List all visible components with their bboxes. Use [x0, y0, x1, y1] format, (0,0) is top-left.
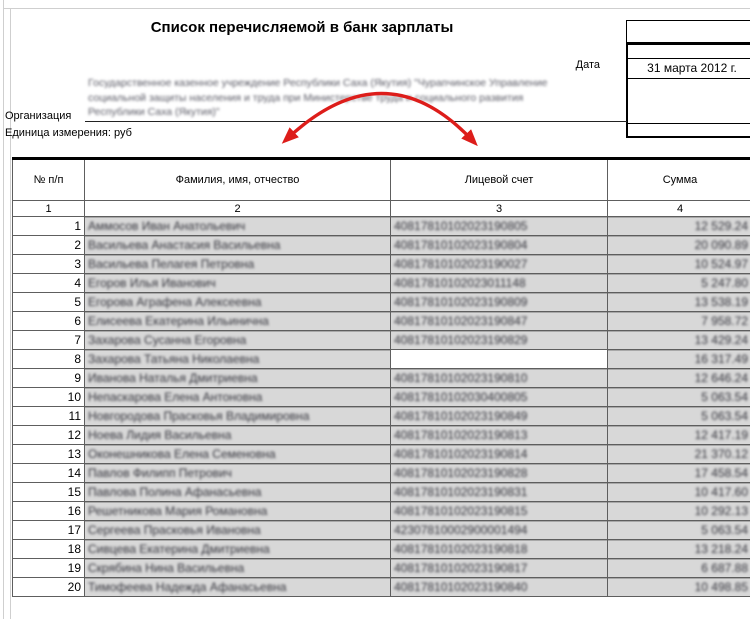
table-row	[13, 369, 750, 388]
header-num: № п/п	[13, 159, 85, 201]
organization-line: Государственное казенное учреждение Республики Саха (Якутия) "Чурапчинское Управление	[88, 77, 548, 89]
table-row	[13, 502, 750, 521]
employee-name-cell: Сивцева Екатерина Дмитриевна	[85, 540, 391, 559]
table-row	[13, 293, 750, 312]
account-number-cell: 40817810102023190814	[391, 445, 608, 464]
table-row	[13, 350, 750, 369]
row-number-cell: 15	[13, 483, 85, 502]
table-row	[13, 407, 750, 426]
header-amount: Сумма	[608, 159, 750, 201]
account-number-cell: 40817810102023190027	[391, 255, 608, 274]
table-row	[13, 540, 750, 559]
row-number-cell: 5	[13, 293, 85, 312]
header-account: Лицевой счет	[391, 159, 608, 201]
table-row	[13, 426, 750, 445]
amount-cell: 13 218.24	[608, 540, 750, 559]
amount-cell: 5 247.80	[608, 274, 750, 293]
table-row	[13, 312, 750, 331]
table-row	[13, 483, 750, 502]
print-margin-line	[10, 8, 11, 619]
account-number-cell: 40817810102023190818	[391, 540, 608, 559]
amount-cell: 5 063.54	[608, 388, 750, 407]
table-row	[13, 445, 750, 464]
account-number-cell: 40817810102030400805	[391, 388, 608, 407]
table-row	[13, 559, 750, 578]
amount-cell: 12 417.19	[608, 426, 750, 445]
date-box-empty-row	[628, 124, 750, 136]
amount-cell: 20 090.89	[608, 236, 750, 255]
employee-name-cell: Иванова Наталья Дмитриевна	[85, 369, 391, 388]
account-number-cell: 40817810102023190815	[391, 502, 608, 521]
account-number-cell: 40817810102023011148	[391, 274, 608, 293]
employee-name-cell: Ноева Лидия Васильевна	[85, 426, 391, 445]
date-box-top-cell	[626, 20, 750, 43]
row-number-cell: 9	[13, 369, 85, 388]
account-number-cell: 40817810102023190849	[391, 407, 608, 426]
account-number-cell	[391, 350, 608, 369]
amount-cell: 13 538.19	[608, 293, 750, 312]
organization-label: Организация	[5, 110, 72, 122]
table-header-row	[13, 159, 750, 201]
row-number-cell: 3	[13, 255, 85, 274]
amount-cell: 21 370.12	[608, 445, 750, 464]
date-label: Дата	[575, 59, 600, 71]
table-row	[13, 236, 750, 255]
unit-of-measure-label: Единица измерения: руб	[5, 127, 132, 139]
account-number-cell: 40817810102023190809	[391, 293, 608, 312]
amount-cell: 17 458.54	[608, 464, 750, 483]
employee-name-cell: Непаскарова Елена Антоновна	[85, 388, 391, 407]
employee-name-cell: Скрябина Нина Васильевна	[85, 559, 391, 578]
account-number-cell: 40817810102023190810	[391, 369, 608, 388]
row-number-cell: 11	[13, 407, 85, 426]
employee-name-cell: Аммосов Иван Анатольевич	[85, 217, 391, 236]
row-number-cell: 13	[13, 445, 85, 464]
employee-name-cell: Захарова Сусанна Егоровна	[85, 331, 391, 350]
page-title: Список перечисляемой в банк зарплаты	[150, 19, 454, 36]
date-box-empty-row	[628, 45, 750, 59]
amount-cell: 5 063.54	[608, 521, 750, 540]
amount-cell: 5 063.54	[608, 407, 750, 426]
employee-name-cell: Оконешникова Елена Семеновна	[85, 445, 391, 464]
page-edge-left	[3, 0, 4, 619]
employee-name-cell: Васильева Анастасия Васильевна	[85, 236, 391, 255]
row-number-cell: 7	[13, 331, 85, 350]
row-number-cell: 20	[13, 578, 85, 597]
amount-cell: 7 958.72	[608, 312, 750, 331]
amount-cell: 10 498.85	[608, 578, 750, 597]
organization-line: социальной защиты населения и труда при Министерстве труда и социального развития	[88, 91, 524, 104]
table-row	[13, 388, 750, 407]
organization-line: Республики Саха (Якутия)"	[88, 106, 220, 118]
row-number-cell: 18	[13, 540, 85, 559]
employee-name-cell: Павлов Филипп Петрович	[85, 464, 391, 483]
page-edge-top	[3, 8, 750, 9]
employee-name-cell: Васильева Пелагея Петровна	[85, 255, 391, 274]
row-number-cell: 8	[13, 350, 85, 369]
salary-table	[12, 157, 750, 597]
account-number-cell: 40817810102023190840	[391, 578, 608, 597]
row-number-cell: 12	[13, 426, 85, 445]
column-number: 4	[608, 201, 750, 217]
row-number-cell: 16	[13, 502, 85, 521]
account-number-cell: 40817810102023190847	[391, 312, 608, 331]
employee-name-cell: Сергеева Прасковья Ивановна	[85, 521, 391, 540]
row-number-cell: 4	[13, 274, 85, 293]
employee-name-cell: Решетникова Мария Романовна	[85, 502, 391, 521]
row-number-cell: 2	[13, 236, 85, 255]
row-number-cell: 1	[13, 217, 85, 236]
account-number-cell: 40817810102023190813	[391, 426, 608, 445]
account-number-cell: 42307810002900001494	[391, 521, 608, 540]
account-number-cell: 40817810102023190831	[391, 483, 608, 502]
employee-name-cell: Егорова Аграфена Алексеевна	[85, 293, 391, 312]
amount-cell: 13 429.24	[608, 331, 750, 350]
column-number: 3	[391, 201, 608, 217]
amount-cell: 10 292.13	[608, 502, 750, 521]
date-value: 31 марта 2012 г.	[628, 59, 750, 79]
account-number-cell: 40817810102023190804	[391, 236, 608, 255]
amount-cell: 10 524.97	[608, 255, 750, 274]
employee-name-cell: Елисеева Екатерина Ильинична	[85, 312, 391, 331]
account-number-cell: 40817810102023190829	[391, 331, 608, 350]
employee-name-cell: Егоров Илья Иванович	[85, 274, 391, 293]
date-box-empty-row	[628, 79, 750, 124]
employee-name-cell: Тимофеева Надежда Афанасьевна	[85, 578, 391, 597]
table-row	[13, 464, 750, 483]
table-row	[13, 217, 750, 236]
employee-name-cell: Павлова Полина Афанасьевна	[85, 483, 391, 502]
column-number: 2	[85, 201, 391, 217]
employee-name-cell: Новгородова Прасковья Владимировна	[85, 407, 391, 426]
amount-cell: 6 687.88	[608, 559, 750, 578]
amount-cell: 12 646.24	[608, 369, 750, 388]
employee-name-cell: Захарова Татьяна Николаевна	[85, 350, 391, 369]
row-number-cell: 6	[13, 312, 85, 331]
row-number-cell: 17	[13, 521, 85, 540]
header-name: Фамилия, имя, отчество	[85, 159, 391, 201]
date-box	[626, 43, 750, 138]
organization-underline	[85, 121, 627, 122]
organization-value	[88, 76, 588, 120]
amount-cell: 16 317.49	[608, 350, 750, 369]
amount-cell: 10 417.60	[608, 483, 750, 502]
table-row	[13, 274, 750, 293]
column-number: 1	[13, 201, 85, 217]
row-number-cell: 19	[13, 559, 85, 578]
account-number-cell: 40817810102023190805	[391, 217, 608, 236]
table-row	[13, 331, 750, 350]
account-number-cell: 40817810102023190828	[391, 464, 608, 483]
amount-cell: 12 529.24	[608, 217, 750, 236]
table-row	[13, 255, 750, 274]
account-number-cell: 40817810102023190817	[391, 559, 608, 578]
table-row	[13, 521, 750, 540]
row-number-cell: 14	[13, 464, 85, 483]
table-row	[13, 578, 750, 597]
row-number-cell: 10	[13, 388, 85, 407]
column-number-row	[13, 201, 750, 217]
